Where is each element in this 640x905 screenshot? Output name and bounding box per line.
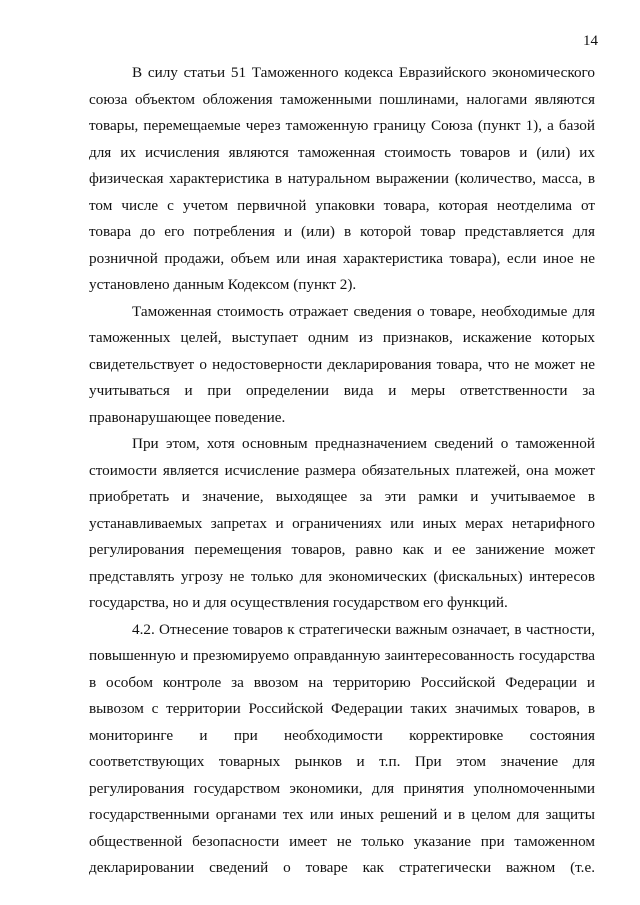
text-line: общественной безопасности имеет не только указание при таможенном xyxy=(89,832,595,850)
text-line: союза объектом обложения таможенными пошлинами, налогами являются xyxy=(89,90,595,108)
page-number: 14 xyxy=(583,33,598,49)
text-line: физическая характеристика в натуральном выражении (количество, масса, в xyxy=(89,170,595,187)
text-line: регулирования перемещения товаров, равно как и ее занижение может xyxy=(89,541,595,558)
text-line: мониторинге и при необходимости корректировке состояния xyxy=(89,726,595,744)
text-line: декларировании сведений о товаре как стратегически важном (т.е. xyxy=(89,859,595,876)
text-line: В силу статьи 51 Таможенного кодекса Евразийского экономического xyxy=(132,64,595,81)
text-line: представлять угрозу не только для экономических (фискальных) интересов xyxy=(89,567,595,585)
text-line: том числе с учетом первичной упаковки товара, которая неотделима от xyxy=(89,196,595,214)
text-line: вывозом с территории Российской Федерации таких значимых товаров, в xyxy=(89,700,595,717)
text-line: товары, перемещаемые через таможенную границу Союза (пункт 1), а базой xyxy=(89,117,595,134)
text-line: учитываться и при определении вида и меры ответственности за xyxy=(89,382,595,399)
text-line: стоимости является исчисление размера обязательных платежей, она может xyxy=(89,461,595,479)
body-text xyxy=(89,60,595,882)
text-line: приобретать и значение, выходящее за эти рамки и учитываемое в xyxy=(89,488,595,505)
text-line: в особом контроле за ввозом на территорию Российской Федерации и xyxy=(89,673,595,691)
text-line: При этом, хотя основным предназначением сведений о таможенной xyxy=(132,435,595,452)
text-line: правонарушающее поведение. xyxy=(89,408,286,426)
text-line: установлено данным Кодексом (пункт 2). xyxy=(89,276,357,293)
text-line: соответствующих товарных рынков и т.п. При этом значение для xyxy=(89,753,595,770)
text-line: свидетельствует о недостоверности декларирования товара, что не может не xyxy=(89,355,595,373)
text-line: розничной продажи, объем или иная характеристика товара), если иное не xyxy=(89,249,595,267)
text-line: таможенных целей, выступает одним из признаков, искажение которых xyxy=(89,329,595,346)
text-line: товара до его потребления и (или) в которой товар представляется для xyxy=(89,223,595,240)
text-line: для их исчисления являются таможенная стоимость товаров и (или) их xyxy=(89,143,595,161)
text-line: 4.2. Отнесение товаров к стратегически важным означает, в частности, xyxy=(132,620,595,638)
text-line: государственными органами тех или иных решений и в целом для защиты xyxy=(89,806,595,823)
text-line: повышенную и презюмируемо оправданную заинтересованность государства xyxy=(89,647,595,664)
text-line: регулирования государством экономики, для принятия уполномоченными xyxy=(89,779,595,797)
text-line: устанавливаемых запретах и ограничениях или иных мерах нетарифного xyxy=(89,514,595,532)
text-line: Таможенная стоимость отражает сведения о товаре, необходимые для xyxy=(132,302,595,320)
text-line: государства, но и для осуществления государством его функций. xyxy=(89,594,508,611)
